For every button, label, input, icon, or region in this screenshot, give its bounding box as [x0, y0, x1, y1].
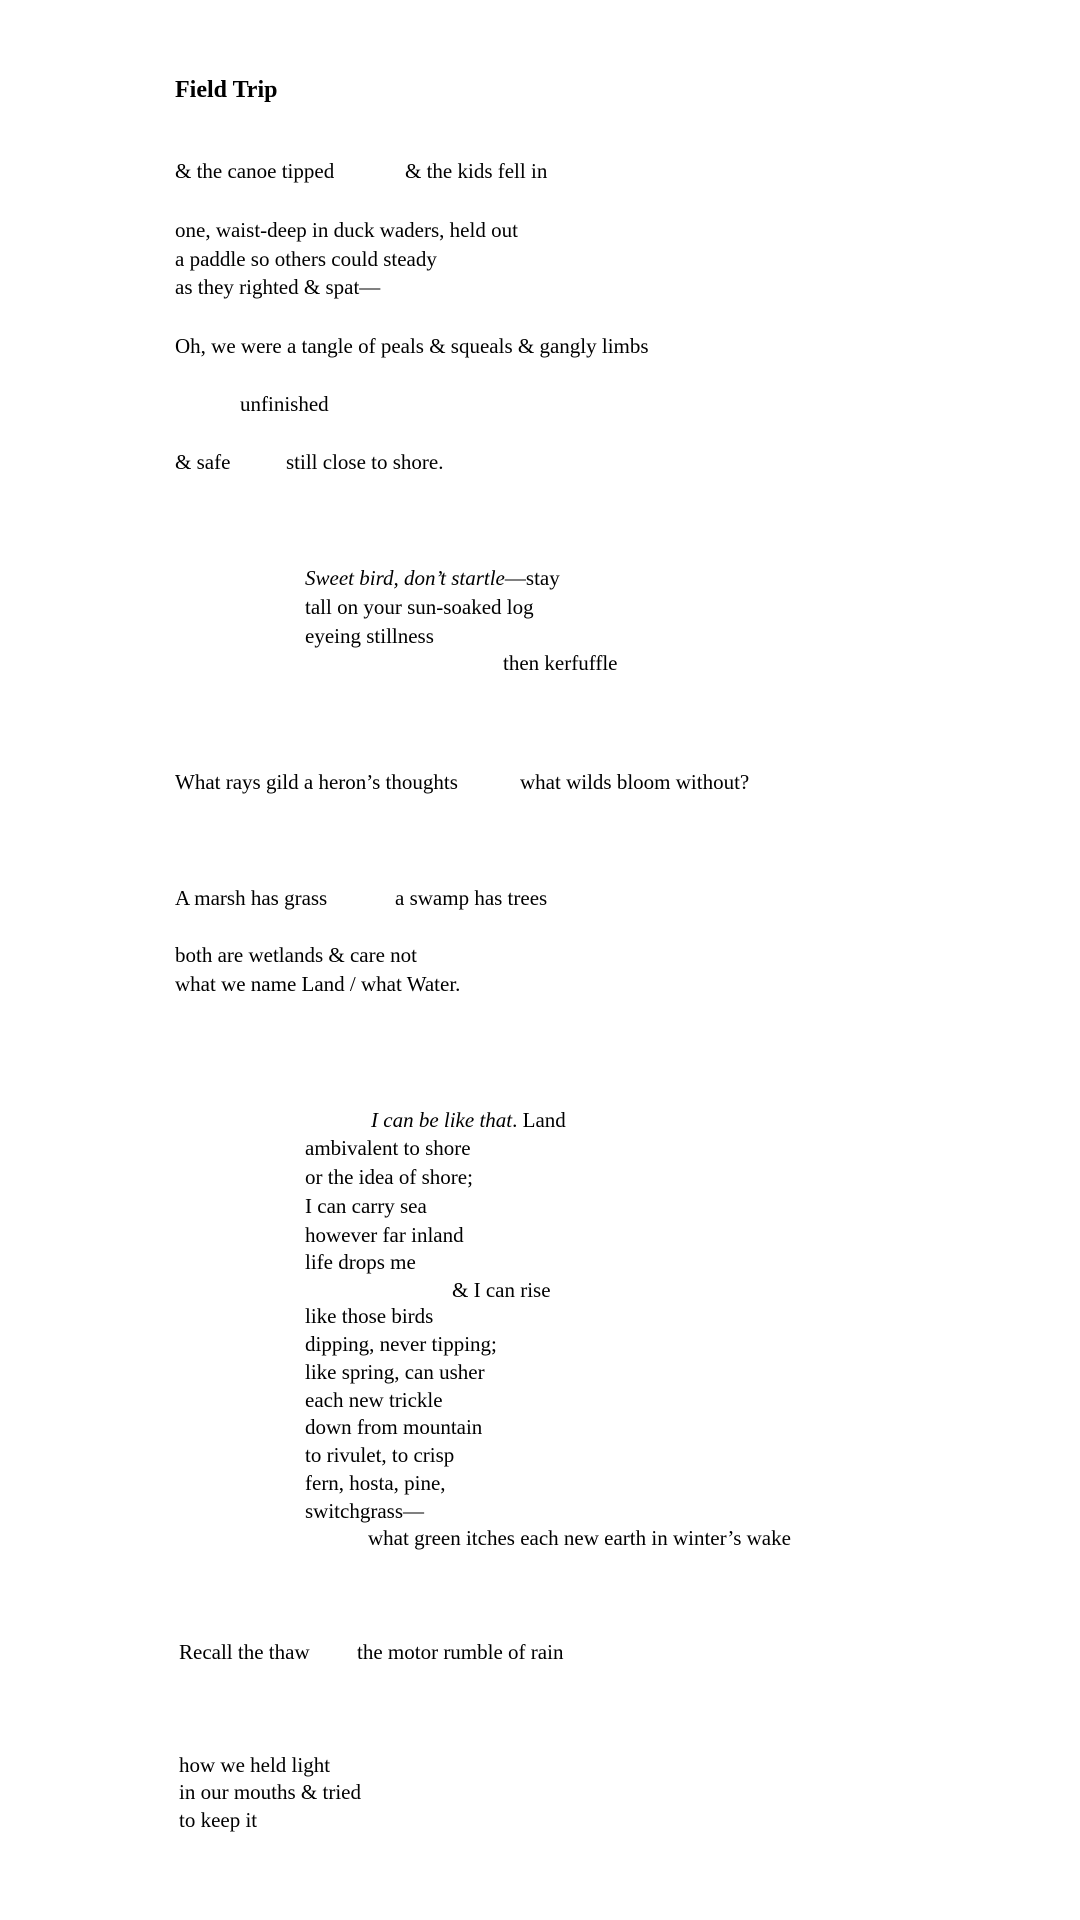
- poem-line: & the canoe tipped: [175, 159, 335, 183]
- poem-line: to rivulet, to crisp: [305, 1443, 455, 1467]
- poem-line: a swamp has trees: [395, 886, 548, 910]
- poem-line: each new trickle: [305, 1388, 443, 1412]
- poem-line: I can carry sea: [305, 1194, 427, 1218]
- poem-line: unfinished: [240, 392, 329, 416]
- poem-line: in our mouths & tried: [179, 1780, 361, 1804]
- poem-line: what green itches each new earth in winter’s wake: [368, 1526, 791, 1550]
- poem-line: switchgrass—: [305, 1499, 424, 1523]
- poem-line: A marsh has grass: [175, 886, 328, 910]
- poem-line: one, waist-deep in duck waders, held out: [175, 218, 518, 242]
- poem-line: What rays gild a heron’s thoughts: [175, 770, 458, 794]
- poem-line: ambivalent to shore: [305, 1136, 471, 1160]
- poem-line: Recall the thaw: [179, 1640, 310, 1664]
- poem-line: down from mountain: [305, 1415, 483, 1439]
- poem-line: what wilds bloom without?: [520, 770, 750, 794]
- poem-line: life drops me: [305, 1250, 416, 1274]
- poem-line: still close to shore.: [286, 450, 444, 474]
- poem-line: tall on your sun-soaked log: [305, 595, 534, 619]
- poem-line: however far inland: [305, 1223, 464, 1247]
- poem-line: [305, 564, 560, 592]
- poem-line: both are wetlands & care not: [175, 943, 417, 967]
- poem-line: a paddle so others could steady: [175, 247, 437, 271]
- poem-line: what we name Land / what Water.: [175, 972, 461, 996]
- poem-line: Oh, we were a tangle of peals & squeals & gangly limbs: [175, 334, 649, 358]
- poem-line: as they righted & spat—: [175, 275, 381, 299]
- poem-line: then kerfuffle: [503, 651, 618, 675]
- poem-title: Field Trip: [175, 77, 278, 103]
- poem-line: to keep it: [179, 1808, 258, 1832]
- italic-phrase: Sweet bird, don’t startle: [305, 566, 505, 590]
- poem-line: & safe: [175, 450, 231, 474]
- poem-line: like those birds: [305, 1304, 434, 1328]
- line-rest: —stay: [504, 566, 560, 590]
- poem-line: like spring, can usher: [305, 1360, 485, 1384]
- poem-line: & the kids fell in: [405, 159, 548, 183]
- poem-line: eyeing stillness: [305, 624, 434, 648]
- line-rest: . Land: [512, 1108, 566, 1132]
- poem-line: & I can rise: [452, 1278, 551, 1302]
- poem-line: the motor rumble of rain: [357, 1640, 564, 1664]
- poem-line: or the idea of shore;: [305, 1165, 473, 1189]
- italic-phrase: I can be like that: [371, 1108, 513, 1132]
- poem-line: dipping, never tipping;: [305, 1332, 497, 1356]
- poem-line: [371, 1106, 566, 1134]
- poem-line: how we held light: [179, 1753, 331, 1777]
- poem-line: fern, hosta, pine,: [305, 1471, 446, 1495]
